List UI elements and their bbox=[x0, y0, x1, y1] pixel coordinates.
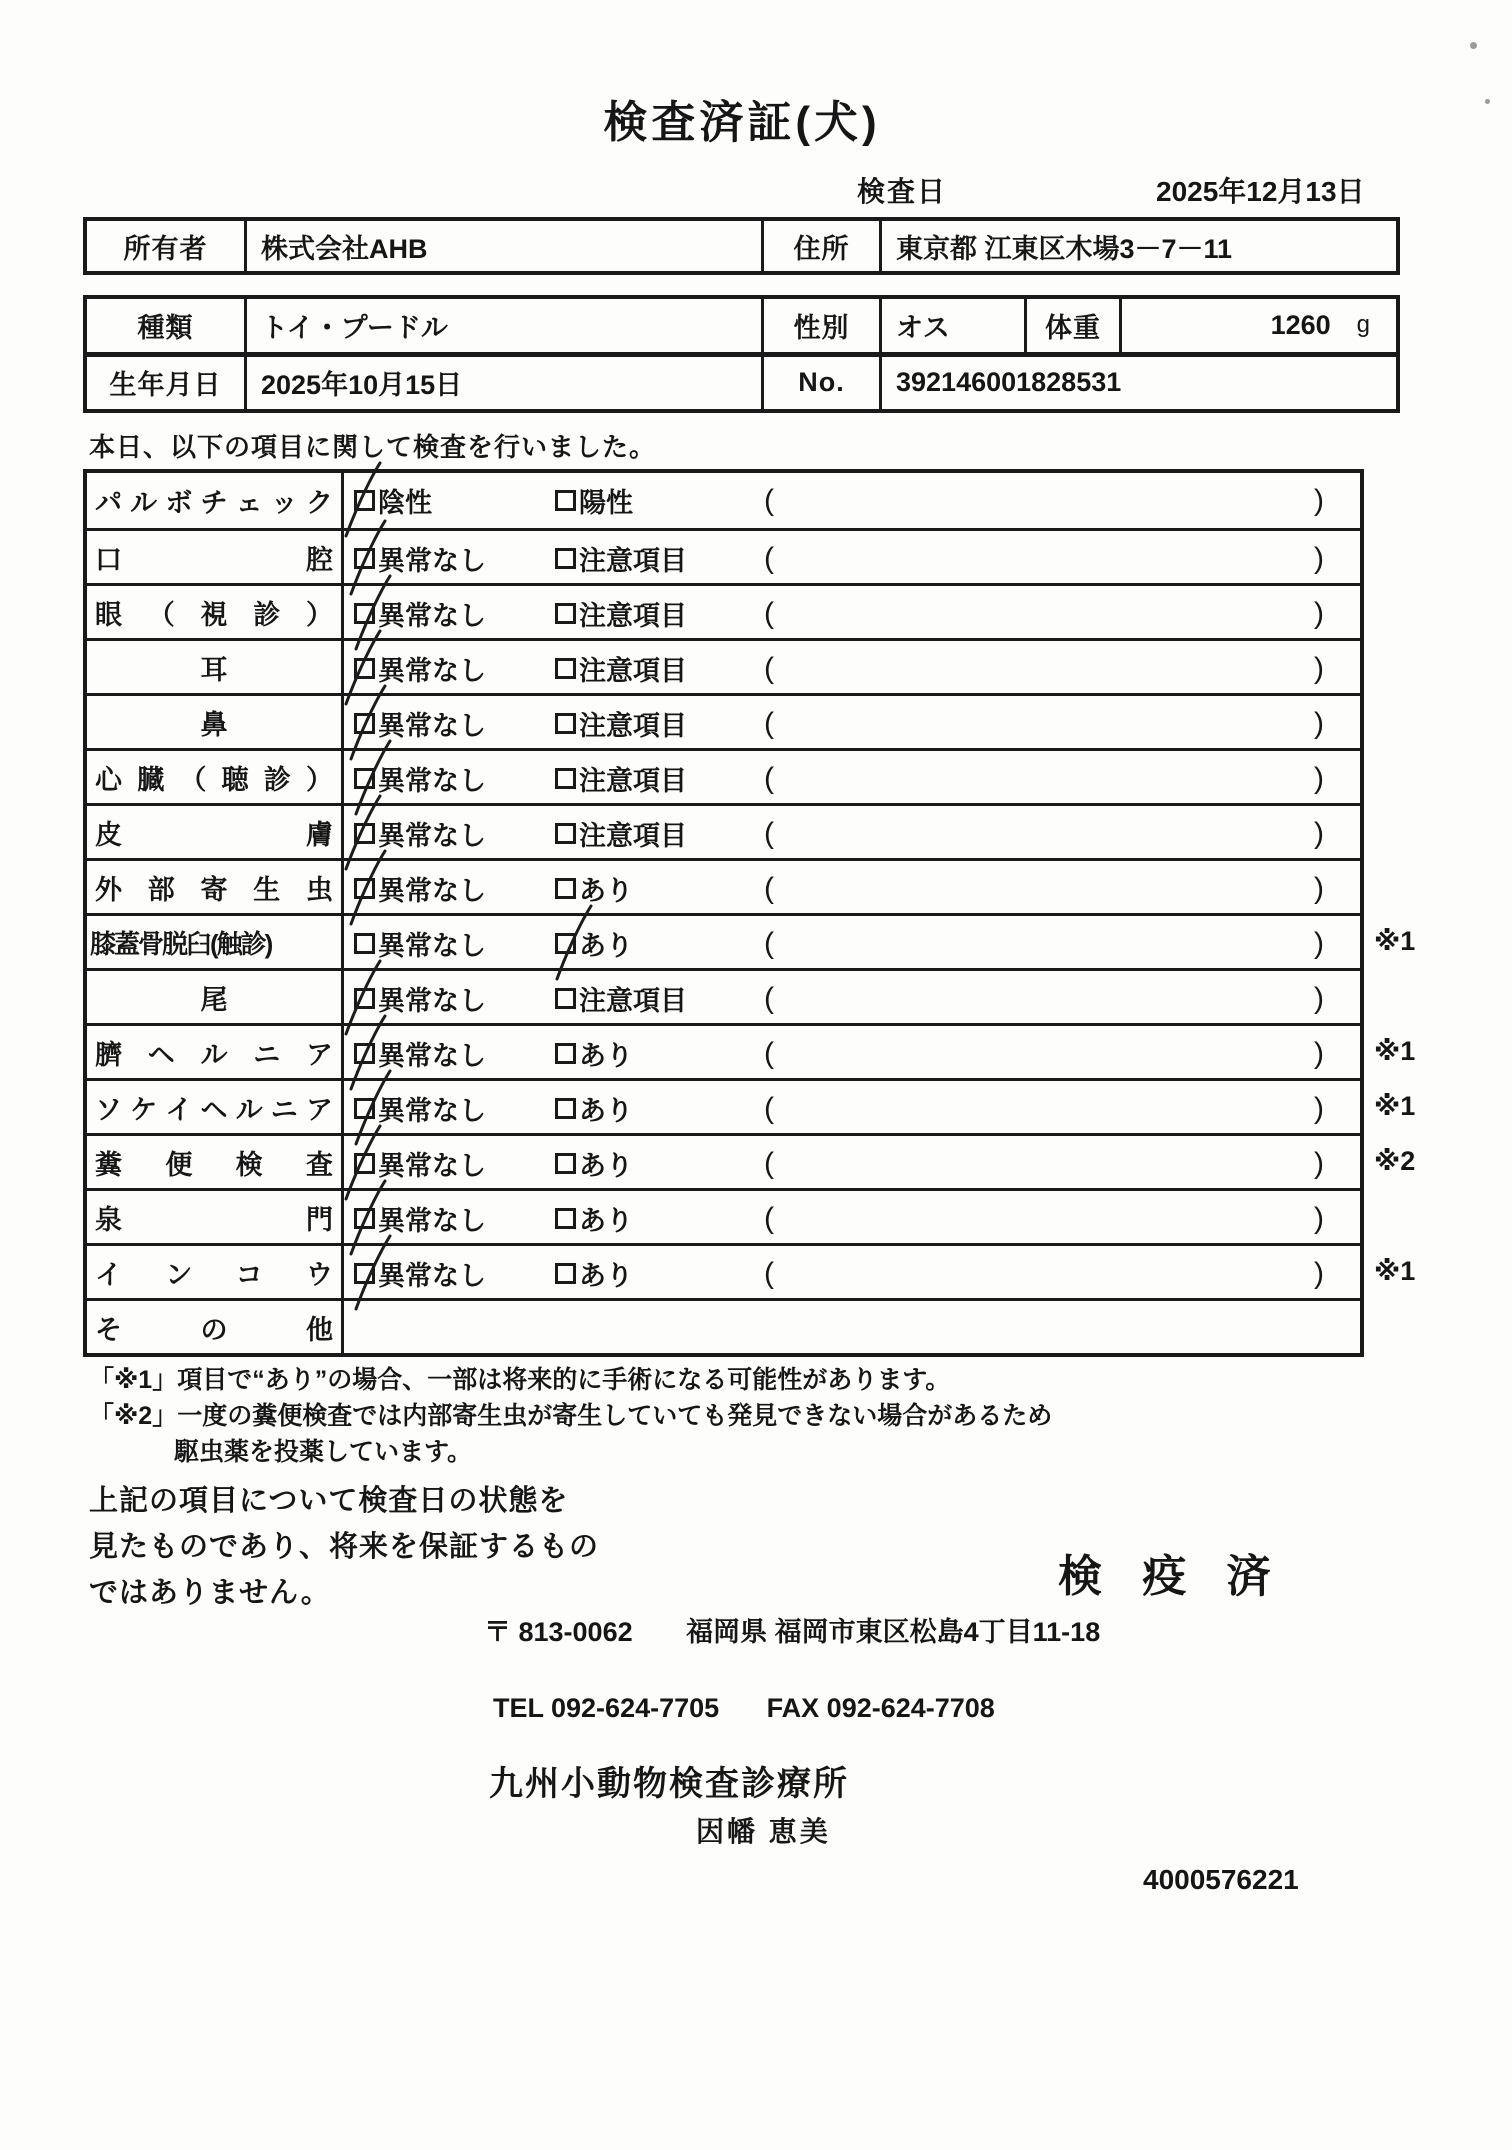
inspection-row bbox=[87, 913, 1416, 968]
weight-label: 体重 bbox=[1024, 299, 1119, 352]
owner-row bbox=[87, 221, 1396, 271]
owner-label: 所有者 bbox=[123, 233, 208, 264]
inspection-item-label: そ の 他 bbox=[87, 1301, 344, 1353]
paren-close: ) bbox=[1314, 871, 1324, 905]
option-secondary bbox=[555, 696, 687, 751]
option-label: 異常なし bbox=[378, 546, 486, 576]
disclaimer-text bbox=[89, 1478, 599, 1616]
checkbox-icon bbox=[354, 1208, 375, 1229]
option-secondary bbox=[555, 806, 687, 861]
checkbox-icon bbox=[555, 933, 576, 954]
option-label: あり bbox=[579, 876, 633, 906]
option-label: あり bbox=[579, 1206, 633, 1236]
option-secondary bbox=[555, 751, 687, 806]
option-secondary bbox=[555, 1026, 633, 1081]
option-primary bbox=[354, 1136, 486, 1191]
paren-open: ( bbox=[764, 1036, 774, 1070]
option-primary bbox=[354, 861, 486, 916]
paren-close: ) bbox=[1314, 981, 1324, 1015]
option-label: 注意項目 bbox=[579, 711, 687, 741]
option-primary bbox=[354, 806, 486, 861]
no-value: 392146001828531 bbox=[879, 357, 1396, 410]
checkbox-icon bbox=[354, 768, 375, 789]
paren-open: ( bbox=[764, 706, 774, 740]
option-label: 異常なし bbox=[378, 1261, 486, 1291]
inspection-row-content bbox=[344, 1026, 1360, 1078]
inspection-table bbox=[83, 469, 1416, 1357]
checkbox-icon bbox=[555, 768, 576, 789]
option-secondary bbox=[555, 916, 633, 971]
checkbox-icon bbox=[354, 1043, 375, 1064]
pet-row-2 bbox=[87, 352, 1396, 410]
option-primary bbox=[354, 1246, 486, 1301]
paren-open: ( bbox=[764, 1201, 774, 1235]
no-label: No. bbox=[761, 357, 879, 410]
option-primary bbox=[354, 1081, 486, 1136]
option-secondary bbox=[555, 861, 633, 916]
checkbox-icon bbox=[555, 1098, 576, 1119]
disclaimer-line-1: 上記の項目について検査日の状態を bbox=[89, 1485, 569, 1517]
inspection-row bbox=[87, 968, 1360, 1023]
weight-number: 1260 bbox=[1270, 309, 1331, 340]
option-label: あり bbox=[579, 1096, 633, 1126]
checkbox-icon bbox=[354, 933, 375, 954]
option-label: 注意項目 bbox=[579, 656, 687, 686]
inspection-row bbox=[87, 1078, 1416, 1133]
paren-open: ( bbox=[764, 981, 774, 1015]
inspection-row-content bbox=[344, 751, 1360, 803]
option-primary bbox=[354, 916, 486, 971]
inspection-row-content bbox=[344, 1136, 1360, 1188]
inspection-row bbox=[87, 858, 1360, 913]
inspection-date-value: 2025年12月13日 bbox=[1156, 176, 1365, 207]
checkbox-icon bbox=[354, 823, 375, 844]
inspection-date-label: 検査日 bbox=[857, 176, 948, 207]
inspection-row-content bbox=[344, 861, 1360, 913]
paren-open: ( bbox=[764, 1146, 774, 1180]
option-label: 異常なし bbox=[378, 711, 486, 741]
inspection-row-content bbox=[344, 473, 1360, 528]
paren-open: ( bbox=[764, 541, 774, 575]
paren-open: ( bbox=[764, 761, 774, 795]
inspection-item-label: 外 部 寄 生 虫 bbox=[87, 861, 344, 913]
checkbox-icon bbox=[555, 1153, 576, 1174]
inspection-row bbox=[87, 473, 1360, 528]
inspection-row bbox=[87, 1133, 1416, 1188]
checkbox-icon bbox=[354, 1098, 375, 1119]
option-secondary bbox=[555, 473, 633, 528]
birth-label: 生年月日 bbox=[109, 370, 222, 401]
owner-table bbox=[83, 217, 1400, 275]
inspection-row-content bbox=[344, 971, 1360, 1023]
serial-number: 4000576221 bbox=[1143, 1864, 1299, 1895]
checkbox-icon bbox=[354, 548, 375, 569]
checkbox-icon bbox=[354, 878, 375, 899]
checkbox-icon bbox=[555, 878, 576, 899]
scan-artifact-dot bbox=[1470, 42, 1477, 49]
weight-unit: g bbox=[1356, 311, 1370, 339]
option-secondary bbox=[555, 641, 687, 696]
inspection-row-content bbox=[344, 531, 1360, 583]
inspection-item-label: 口 腔 bbox=[87, 531, 344, 583]
inspection-row-content bbox=[344, 916, 1360, 968]
owner-address-label: 住所 bbox=[761, 221, 879, 271]
row-note-mark: ※2 bbox=[1374, 1146, 1416, 1176]
option-label: 注意項目 bbox=[579, 601, 687, 631]
row-note-mark: ※1 bbox=[1374, 1256, 1416, 1286]
paren-open: ( bbox=[764, 816, 774, 850]
option-label: あり bbox=[579, 931, 633, 961]
checkbox-icon bbox=[555, 603, 576, 624]
disclaimer-line-2: 見たものであり、将来を保証するもの bbox=[89, 1531, 600, 1563]
option-secondary bbox=[555, 586, 687, 641]
checkbox-icon bbox=[555, 988, 576, 1009]
pet-row-1 bbox=[87, 299, 1396, 352]
checkbox-icon bbox=[555, 1043, 576, 1064]
paren-open: ( bbox=[764, 651, 774, 685]
species-value: トイ・プードル bbox=[244, 299, 761, 352]
checkbox-icon bbox=[354, 988, 375, 1009]
clinic-postal-code: 〒 813-0062 bbox=[484, 1617, 633, 1647]
option-secondary bbox=[555, 1136, 633, 1191]
paren-close: ) bbox=[1314, 1256, 1324, 1290]
footnote-2-cont: 駆虫薬を投薬しています。 bbox=[174, 1438, 473, 1466]
paren-open: ( bbox=[764, 871, 774, 905]
checkbox-icon bbox=[354, 1263, 375, 1284]
clinic-name: 九州小動物検査診療所 bbox=[489, 1765, 849, 1803]
checkbox-icon bbox=[354, 658, 375, 679]
paren-close: ) bbox=[1314, 706, 1324, 740]
owner-address-value: 東京都 江東区木場3－7－11 bbox=[879, 221, 1396, 271]
option-label: 注意項目 bbox=[579, 546, 687, 576]
option-primary bbox=[354, 586, 486, 641]
checkbox-icon bbox=[555, 658, 576, 679]
inspection-item-label: 眼 （ 視 診 ） bbox=[87, 586, 344, 638]
inspection-row bbox=[87, 583, 1360, 638]
option-label: あり bbox=[579, 1151, 633, 1181]
inspection-item-label: 心 臓 （ 聴 診 ） bbox=[87, 751, 344, 803]
inspection-item-label: 皮 膚 bbox=[87, 806, 344, 858]
disclaimer-line-3: ではありません。 bbox=[89, 1577, 331, 1609]
paren-close: ) bbox=[1314, 1146, 1324, 1180]
checkbox-icon bbox=[354, 1153, 375, 1174]
inspection-item-label: 耳 bbox=[87, 641, 344, 693]
paren-close: ) bbox=[1314, 596, 1324, 630]
inspection-row bbox=[87, 1023, 1416, 1078]
paren-close: ) bbox=[1314, 1036, 1324, 1070]
paren-close: ) bbox=[1314, 1091, 1324, 1125]
checkbox-icon bbox=[555, 713, 576, 734]
inspection-item-label: 糞 便 検 査 bbox=[87, 1136, 344, 1188]
option-label: 異常なし bbox=[378, 1151, 486, 1181]
row-note-mark: ※1 bbox=[1374, 1091, 1416, 1121]
paren-close: ) bbox=[1314, 483, 1324, 517]
paren-open: ( bbox=[764, 483, 774, 517]
birth-value: 2025年10月15日 bbox=[244, 357, 761, 410]
option-label: 陽性 bbox=[579, 488, 633, 518]
examiner-name: 因幡 恵美 bbox=[696, 1816, 831, 1847]
pet-table bbox=[83, 295, 1400, 413]
inspection-row-content bbox=[344, 1246, 1360, 1298]
option-label: 異常なし bbox=[378, 931, 486, 961]
quarantine-stamp: 検 疫 済 bbox=[1058, 1552, 1285, 1601]
option-primary bbox=[354, 696, 486, 751]
inspection-row bbox=[87, 1243, 1416, 1298]
clinic-tel-line bbox=[493, 1693, 995, 1724]
clinic-fax: FAX 092-624-7708 bbox=[766, 1693, 995, 1723]
option-secondary bbox=[555, 1246, 633, 1301]
footnote-1: 「※1」項目で“あり”の場合、一部は将来的に手術になる可能性があります。 bbox=[89, 1366, 951, 1394]
option-label: 異常なし bbox=[378, 1096, 486, 1126]
checkbox-icon bbox=[555, 823, 576, 844]
paren-close: ) bbox=[1314, 926, 1324, 960]
option-secondary bbox=[555, 971, 687, 1026]
inspection-row bbox=[87, 638, 1360, 693]
checkbox-icon bbox=[555, 490, 576, 511]
inspection-row-content bbox=[344, 696, 1360, 748]
paren-close: ) bbox=[1314, 816, 1324, 850]
paren-close: ) bbox=[1314, 541, 1324, 575]
inspection-item-label: 尾 bbox=[87, 971, 344, 1023]
paren-open: ( bbox=[764, 1256, 774, 1290]
option-label: 注意項目 bbox=[579, 986, 687, 1016]
row-note-mark: ※1 bbox=[1374, 1036, 1416, 1066]
option-primary bbox=[354, 971, 486, 1026]
weight-value bbox=[1119, 299, 1396, 352]
inspection-row bbox=[87, 1188, 1360, 1243]
inspection-row-content bbox=[344, 806, 1360, 858]
checkbox-icon bbox=[555, 1208, 576, 1229]
option-label: 異常なし bbox=[378, 1041, 486, 1071]
option-label: 異常なし bbox=[378, 986, 486, 1016]
page-title: 検査済証(犬) bbox=[603, 98, 881, 147]
checkbox-icon bbox=[354, 490, 375, 511]
option-primary bbox=[354, 1026, 486, 1081]
inspection-item-label: イ ン コ ウ bbox=[87, 1246, 344, 1298]
option-label: 異常なし bbox=[378, 601, 486, 631]
paren-close: ) bbox=[1314, 651, 1324, 685]
checkbox-icon bbox=[354, 713, 375, 734]
option-label: 異常なし bbox=[378, 821, 486, 851]
sex-value: オス bbox=[879, 299, 1024, 352]
species-label: 種類 bbox=[137, 312, 194, 343]
checkbox-icon bbox=[555, 1263, 576, 1284]
option-primary bbox=[354, 473, 432, 528]
option-label: 注意項目 bbox=[579, 766, 687, 796]
paren-open: ( bbox=[764, 1091, 774, 1125]
inspection-item-label: 膝蓋骨脱臼(触診) bbox=[87, 916, 344, 968]
option-label: 異常なし bbox=[378, 876, 486, 906]
checkbox-icon bbox=[354, 603, 375, 624]
option-secondary bbox=[555, 1191, 633, 1246]
inspection-row-content bbox=[344, 586, 1360, 638]
inspection-item-label: ソ ケ イ ヘ ル ニ ア bbox=[87, 1081, 344, 1133]
inspection-row bbox=[87, 1298, 1360, 1353]
inspection-row-content bbox=[344, 1081, 1360, 1133]
owner-value: 株式会社AHB bbox=[244, 221, 761, 271]
clinic-postal-line bbox=[484, 1610, 1100, 1649]
inspection-row bbox=[87, 748, 1360, 803]
option-label: 異常なし bbox=[378, 1206, 486, 1236]
inspection-row bbox=[87, 693, 1360, 748]
inspection-row-content bbox=[344, 1191, 1360, 1243]
inspection-item-label: パ ル ボ チ ェ ッ ク bbox=[87, 473, 344, 528]
inspection-row-content bbox=[344, 641, 1360, 693]
paren-open: ( bbox=[764, 596, 774, 630]
paren-close: ) bbox=[1314, 761, 1324, 795]
option-primary bbox=[354, 531, 486, 586]
sex-label: 性別 bbox=[761, 299, 879, 352]
inspection-item-label: 鼻 bbox=[87, 696, 344, 748]
checkbox-icon bbox=[555, 548, 576, 569]
row-note-mark: ※1 bbox=[1374, 926, 1416, 956]
option-label: あり bbox=[579, 1041, 633, 1071]
option-primary bbox=[354, 641, 486, 696]
inspection-item-label: 臍 ヘ ル ニ ア bbox=[87, 1026, 344, 1078]
inspection-row bbox=[87, 528, 1360, 583]
option-label: 注意項目 bbox=[579, 821, 687, 851]
paren-close: ) bbox=[1314, 1201, 1324, 1235]
intro-text: 本日、以下の項目に関して検査を行いました。 bbox=[89, 432, 657, 462]
option-label: あり bbox=[579, 1261, 633, 1291]
option-primary bbox=[354, 751, 486, 806]
clinic-address: 福岡県 福岡市東区松島4丁目11-18 bbox=[686, 1617, 1101, 1647]
paren-open: ( bbox=[764, 926, 774, 960]
inspection-item-label: 泉 門 bbox=[87, 1191, 344, 1243]
option-label: 異常なし bbox=[378, 656, 486, 686]
option-label: 異常なし bbox=[378, 766, 486, 796]
option-secondary bbox=[555, 1081, 633, 1136]
inspection-row bbox=[87, 803, 1360, 858]
footnote-2: 「※2」一度の糞便検査では内部寄生虫が寄生していても発見できない場合があるため bbox=[89, 1402, 1053, 1430]
clinic-tel: TEL 092-624-7705 bbox=[493, 1693, 720, 1723]
inspection-row-content bbox=[344, 1301, 1360, 1353]
option-label: 陰性 bbox=[378, 488, 432, 518]
option-secondary bbox=[555, 531, 687, 586]
option-primary bbox=[354, 1191, 486, 1246]
scan-artifact-dot bbox=[1485, 99, 1490, 104]
